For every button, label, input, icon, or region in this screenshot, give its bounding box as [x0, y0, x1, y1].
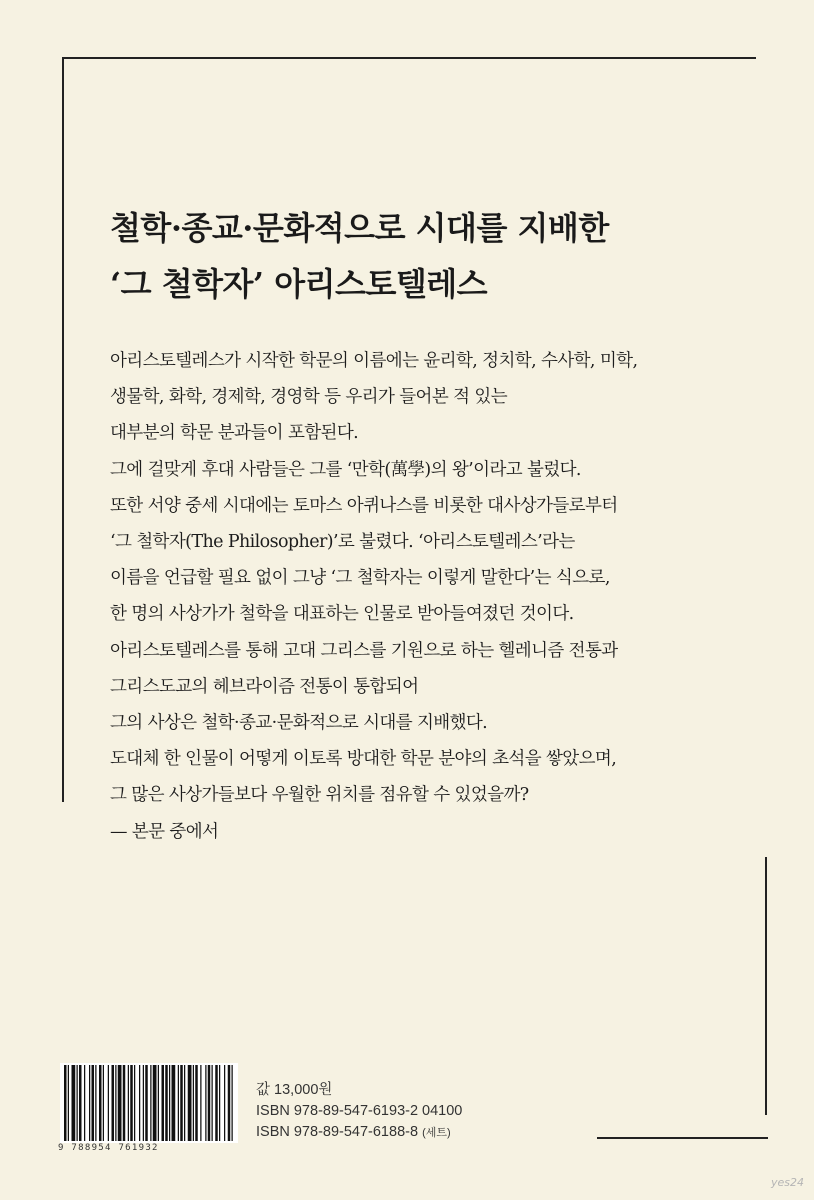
barcode-bar — [89, 1065, 90, 1141]
barcode-bar — [208, 1065, 211, 1141]
barcode-bar — [180, 1065, 183, 1141]
headline-line-2: ‘그 철학자’ 아리스토텔레스 — [110, 265, 488, 303]
barcode-bar — [130, 1065, 133, 1141]
barcode-bar — [134, 1065, 135, 1141]
barcode-bars — [60, 1063, 238, 1143]
body-line: 한 명의 사상가가 철학을 대표하는 인물로 받아들여졌던 것이다. — [110, 604, 574, 625]
barcode-bar — [193, 1065, 194, 1141]
price-block — [256, 1080, 462, 1144]
barcode-bar — [184, 1065, 185, 1141]
barcode-bar — [200, 1065, 201, 1141]
barcode-bar — [64, 1065, 67, 1141]
barcode-bar — [188, 1065, 192, 1141]
barcode-bar — [165, 1065, 168, 1141]
barcode-bar — [118, 1065, 122, 1141]
body-line: 또한 서양 중세 시대에는 토마스 아퀴나스를 비롯한 대사상가들로부터 — [110, 495, 618, 516]
barcode-bar — [169, 1065, 170, 1141]
top-rule — [62, 57, 756, 59]
barcode-bar — [103, 1065, 104, 1141]
price-label: 값 13,000원 — [256, 1082, 333, 1098]
barcode-bar — [68, 1065, 69, 1141]
barcode-bar — [212, 1065, 213, 1141]
barcode-bar — [112, 1065, 115, 1141]
barcode-bar — [79, 1065, 82, 1141]
right-rule — [765, 857, 767, 1115]
barcode-bar — [150, 1065, 151, 1141]
isbn-line-1: ISBN 978-89-547-6193-2 04100 — [256, 1103, 463, 1119]
barcode-bar — [115, 1065, 116, 1141]
body-line: 아리스토텔레스를 통해 고대 그리스를 기원으로 하는 헬레니즘 전통과 — [110, 640, 618, 661]
source-note: — 본문 중에서 — [110, 821, 219, 842]
barcode-bar — [72, 1065, 76, 1141]
barcode-bar — [153, 1065, 157, 1141]
body-line: 이름을 언급할 필요 없이 그냥 ‘그 철학자는 이렇게 말한다’는 식으로, — [110, 568, 610, 589]
isbn-2-number: ISBN 978-89-547-6188-8 — [256, 1124, 419, 1140]
barcode-bar — [77, 1065, 78, 1141]
body-line: 생물학, 화학, 경제학, 경영학 등 우리가 들어본 적 있는 — [110, 387, 507, 408]
barcode-bar — [215, 1065, 218, 1141]
body-line: 대부분의 학문 분과들이 포함된다. — [110, 423, 359, 444]
barcode-bar — [108, 1065, 109, 1141]
barcode-bar — [205, 1065, 206, 1141]
body-line: 그에 걸맞게 후대 사람들은 그를 ‘만학(萬學)의 왕’이라고 불렀다. — [110, 459, 581, 480]
bottom-rule — [597, 1137, 768, 1139]
barcode-bar — [224, 1065, 225, 1141]
barcode-digits: 9 788954 761932 — [58, 1143, 159, 1153]
barcode-bar — [195, 1065, 198, 1141]
barcode-bar — [95, 1065, 96, 1141]
barcode-bar — [162, 1065, 165, 1141]
barcode-bar — [145, 1065, 148, 1141]
barcode-bar — [172, 1065, 176, 1141]
barcode-bar — [219, 1065, 220, 1141]
headline-line-1: 철학·종교·문화적으로 시대를 지배한 — [110, 209, 609, 247]
barcode-bar — [232, 1065, 233, 1141]
isbn-2-set-tag: (세트) — [422, 1127, 451, 1139]
barcode-bar — [92, 1065, 95, 1141]
barcode-bar — [99, 1065, 102, 1141]
body-line: ‘그 철학자(The Philosopher)’로 불렸다. ‘아리스토텔레스’라는 — [110, 532, 575, 553]
barcode-bar — [143, 1065, 144, 1141]
barcode-bar — [128, 1065, 129, 1141]
barcode-bar — [178, 1065, 179, 1141]
watermark-logo: yes24 — [771, 1176, 805, 1189]
headline — [110, 200, 770, 312]
barcode-bar — [158, 1065, 159, 1141]
left-rule — [62, 57, 64, 802]
body-line: 아리스토텔레스가 시작한 학문의 이름에는 윤리학, 정치학, 수사학, 미학, — [110, 351, 638, 371]
isbn-line-2 — [256, 1122, 462, 1144]
barcode-image — [60, 1063, 238, 1143]
body-line: 도대체 한 인물이 어떻게 이토록 방대한 학문 분야의 초석을 쌓았으며, — [110, 749, 617, 770]
body-text — [110, 343, 750, 850]
body-line: 그리스도교의 헤브라이즘 전통이 통합되어 — [110, 676, 419, 697]
barcode-bar — [84, 1065, 85, 1141]
barcode-bar — [123, 1065, 126, 1141]
body-line: 그의 사상은 철학·종교·문화적으로 시대를 지배했다. — [110, 713, 488, 734]
barcode-bar — [228, 1065, 231, 1141]
barcode-bar — [139, 1065, 140, 1141]
body-line: 그 많은 사상가들보다 우월한 위치를 점유할 수 있었을까? — [110, 785, 529, 806]
